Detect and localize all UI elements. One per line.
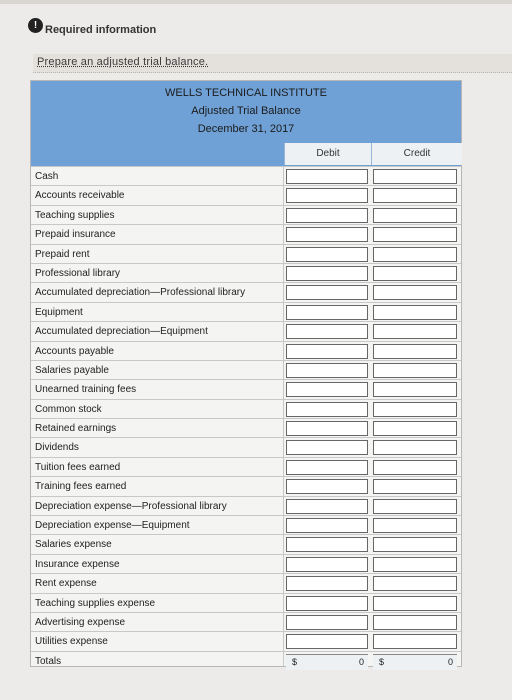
account-name: Accumulated depreciation—Equipment bbox=[35, 326, 208, 338]
debit-input[interactable] bbox=[286, 518, 368, 533]
debit-input[interactable] bbox=[286, 499, 368, 514]
credit-input[interactable] bbox=[373, 382, 457, 397]
credit-input[interactable] bbox=[373, 479, 457, 494]
credit-input[interactable] bbox=[373, 266, 457, 281]
account-name: Accounts receivable bbox=[35, 190, 125, 202]
debit-input[interactable] bbox=[286, 188, 368, 203]
credit-input[interactable] bbox=[373, 596, 457, 611]
account-name: Depreciation expense—Equipment bbox=[35, 520, 190, 532]
table-row bbox=[31, 302, 461, 321]
credit-input[interactable] bbox=[373, 285, 457, 300]
debit-input[interactable] bbox=[286, 402, 368, 417]
account-name: Advertising expense bbox=[35, 616, 126, 628]
debit-input[interactable] bbox=[286, 266, 368, 281]
account-name: Accumulated depreciation—Professional library bbox=[35, 287, 246, 299]
table-row bbox=[31, 534, 461, 553]
table-row bbox=[31, 166, 461, 185]
table-row bbox=[31, 631, 461, 650]
debit-input[interactable] bbox=[286, 382, 368, 397]
table-row bbox=[31, 263, 461, 282]
credit-input[interactable] bbox=[373, 421, 457, 436]
credit-input[interactable] bbox=[373, 518, 457, 533]
credit-input[interactable] bbox=[373, 499, 457, 514]
credit-input[interactable] bbox=[373, 344, 457, 359]
debit-input[interactable] bbox=[286, 596, 368, 611]
instruction-bar bbox=[33, 54, 512, 73]
top-border bbox=[0, 0, 512, 4]
account-name: Unearned training fees bbox=[35, 384, 137, 396]
table-row bbox=[31, 379, 461, 398]
table-row bbox=[31, 476, 461, 495]
table-row bbox=[31, 224, 461, 243]
debit-input[interactable] bbox=[286, 576, 368, 591]
account-name: Dividends bbox=[35, 442, 79, 454]
credit-input[interactable] bbox=[373, 634, 457, 649]
debit-input[interactable] bbox=[286, 440, 368, 455]
account-name: Utilities expense bbox=[35, 636, 108, 648]
table-header bbox=[31, 81, 461, 166]
account-name: Common stock bbox=[35, 403, 102, 415]
credit-input[interactable] bbox=[373, 247, 457, 262]
credit-total-value: 0 bbox=[447, 656, 453, 667]
instruction-text: Prepare an adjusted trial balance. bbox=[37, 56, 209, 68]
company-name: WELLS TECHNICAL INSTITUTE bbox=[165, 87, 327, 99]
table-row bbox=[31, 185, 461, 204]
debit-input[interactable] bbox=[286, 615, 368, 630]
debit-input[interactable] bbox=[286, 363, 368, 378]
debit-input[interactable] bbox=[286, 247, 368, 262]
trial-balance-table bbox=[30, 80, 462, 667]
account-name: Depreciation expense—Professional library bbox=[35, 500, 227, 512]
credit-input[interactable] bbox=[373, 576, 457, 591]
credit-input[interactable] bbox=[373, 537, 457, 552]
table-row bbox=[31, 554, 461, 573]
debit-input[interactable] bbox=[286, 537, 368, 552]
alert-icon: ! bbox=[28, 18, 43, 33]
table-row bbox=[31, 282, 461, 301]
debit-input[interactable] bbox=[286, 208, 368, 223]
table-row bbox=[31, 399, 461, 418]
debit-input[interactable] bbox=[286, 285, 368, 300]
credit-input[interactable] bbox=[373, 188, 457, 203]
account-name: Training fees earned bbox=[35, 481, 127, 493]
table-row bbox=[31, 341, 461, 360]
debit-input[interactable] bbox=[286, 324, 368, 339]
table-row bbox=[31, 612, 461, 631]
debit-input[interactable] bbox=[286, 479, 368, 494]
debit-input[interactable] bbox=[286, 344, 368, 359]
table-row bbox=[31, 418, 461, 437]
account-name: Salaries payable bbox=[35, 364, 109, 376]
debit-input[interactable] bbox=[286, 305, 368, 320]
debit-input[interactable] bbox=[286, 460, 368, 475]
credit-input[interactable] bbox=[373, 227, 457, 242]
credit-input[interactable] bbox=[373, 208, 457, 223]
debit-input[interactable] bbox=[286, 634, 368, 649]
credit-total bbox=[373, 654, 457, 670]
table-row bbox=[31, 593, 461, 612]
account-name: Professional library bbox=[35, 267, 121, 279]
table-row bbox=[31, 496, 461, 515]
table-row bbox=[31, 515, 461, 534]
account-name: Equipment bbox=[35, 306, 83, 318]
statement-date: December 31, 2017 bbox=[197, 123, 295, 135]
debit-input[interactable] bbox=[286, 169, 368, 184]
table-row bbox=[31, 360, 461, 379]
debit-input[interactable] bbox=[286, 557, 368, 572]
debit-column-header: Debit bbox=[284, 143, 371, 165]
credit-column-header: Credit bbox=[371, 143, 462, 165]
account-name: Teaching supplies bbox=[35, 209, 115, 221]
account-name: Accounts payable bbox=[35, 345, 114, 357]
table-row bbox=[31, 437, 461, 456]
debit-input[interactable] bbox=[286, 421, 368, 436]
account-name: Rent expense bbox=[35, 578, 97, 590]
credit-input[interactable] bbox=[373, 615, 457, 630]
debit-total bbox=[286, 654, 368, 670]
totals-row bbox=[31, 651, 461, 670]
credit-input[interactable] bbox=[373, 324, 457, 339]
account-name: Teaching supplies expense bbox=[35, 597, 156, 609]
table-row bbox=[31, 573, 461, 592]
credit-currency: $ bbox=[379, 656, 385, 667]
credit-input[interactable] bbox=[373, 557, 457, 572]
table-row bbox=[31, 457, 461, 476]
debit-total-value: 0 bbox=[358, 656, 364, 667]
totals-label: Totals bbox=[35, 655, 62, 667]
credit-input[interactable] bbox=[373, 460, 457, 475]
account-name: Prepaid insurance bbox=[35, 229, 116, 241]
account-name: Cash bbox=[35, 171, 59, 182]
debit-input[interactable] bbox=[286, 227, 368, 242]
required-info-title: Required information bbox=[45, 24, 157, 36]
account-name: Prepaid rent bbox=[35, 248, 90, 260]
account-name: Salaries expense bbox=[35, 539, 112, 551]
credit-input[interactable] bbox=[373, 363, 457, 378]
debit-currency: $ bbox=[292, 656, 298, 667]
credit-input[interactable] bbox=[373, 440, 457, 455]
account-name: Retained earnings bbox=[35, 423, 117, 435]
account-name: Tuition fees earned bbox=[35, 461, 121, 473]
credit-input[interactable] bbox=[373, 305, 457, 320]
statement-title: Adjusted Trial Balance bbox=[191, 105, 301, 117]
credit-input[interactable] bbox=[373, 402, 457, 417]
table-row bbox=[31, 321, 461, 340]
table-row bbox=[31, 205, 461, 224]
table-row bbox=[31, 244, 461, 263]
account-name: Insurance expense bbox=[35, 558, 120, 570]
credit-input[interactable] bbox=[373, 169, 457, 184]
account-rows bbox=[31, 166, 461, 670]
